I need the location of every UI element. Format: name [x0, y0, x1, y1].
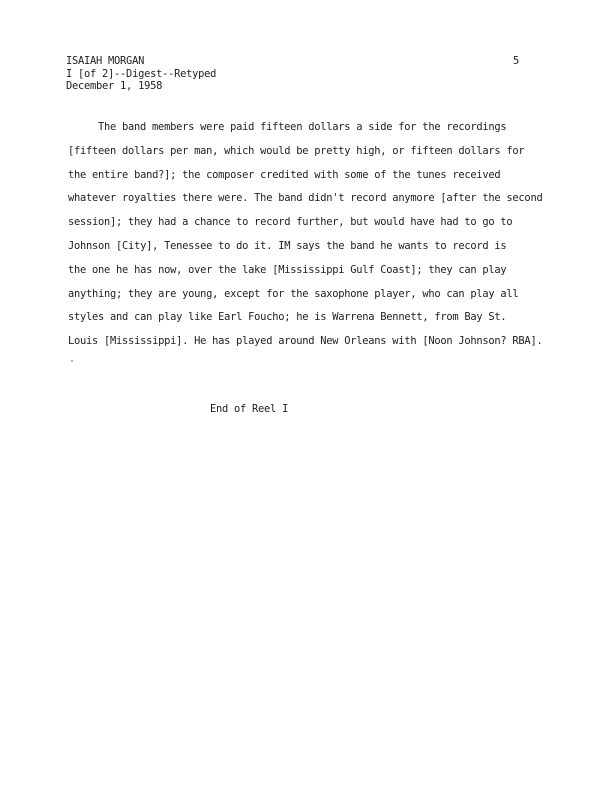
stray-mark — [71, 360, 73, 362]
reel-info: I [of 2]--Digest--Retyped — [66, 67, 217, 80]
end-of-reel-note: End of Reel I — [210, 403, 289, 415]
body-line: anything; they are young, except for the saxophone player, who can play all — [68, 287, 519, 300]
page-number: 5 — [513, 55, 520, 67]
body-paragraph — [68, 116, 588, 354]
body-line: The band members were paid fifteen dollars a side for the recordings — [98, 121, 507, 133]
body-line: Louis [Mississippi]. He has played around New Orleans with [Noon Johnson? RBA]. — [68, 335, 543, 348]
interviewee-name: ISAIAH MORGAN — [66, 55, 145, 67]
body-line: whatever royalties there were. The band didn't record anymore [after the second — [68, 192, 543, 205]
body-line: the entire band?]; the composer credited with some of the tunes received — [68, 168, 501, 181]
document-header — [66, 55, 216, 93]
body-line: styles and can play like Earl Foucho; he is Warrena Bennett, from Bay St. — [68, 311, 507, 324]
body-line: the one he has now, over the lake [Mississippi Gulf Coast]; they can play — [68, 263, 507, 276]
body-line: Johnson [City], Tenessee to do it. IM says the band he wants to record is — [68, 239, 507, 252]
body-line: session]; they had a chance to record further, but would have had to go to — [68, 216, 513, 229]
body-line: [fifteen dollars per man, which would be pretty high, or fifteen dollars for — [68, 144, 525, 157]
interview-date: December 1, 1958 — [66, 80, 163, 92]
